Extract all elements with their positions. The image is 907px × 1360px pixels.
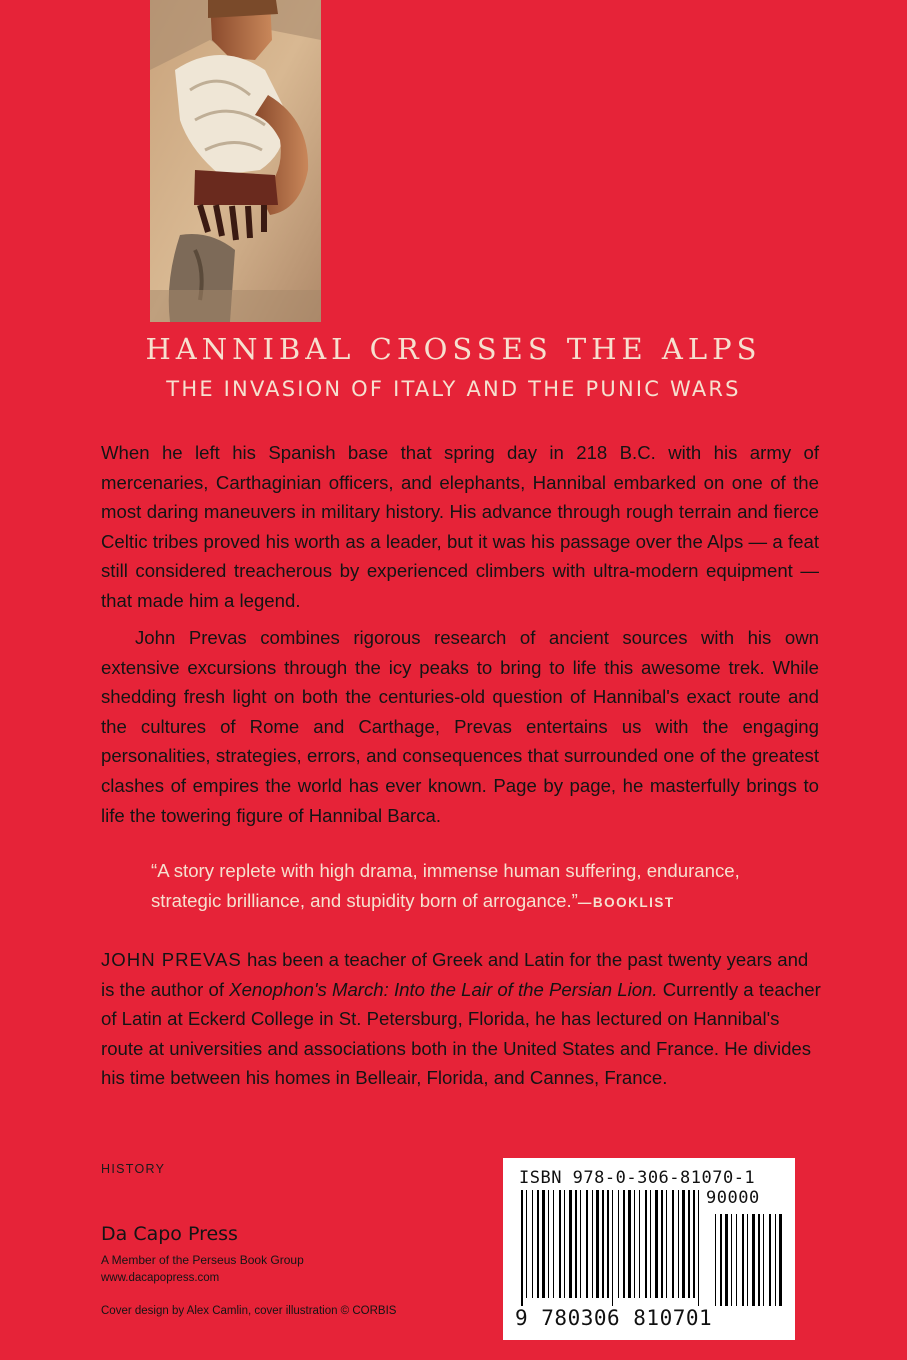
isbn-number: ISBN 978-0-306-81070-1 (519, 1168, 756, 1188)
category-label: HISTORY (101, 1162, 166, 1176)
publisher-name: Da Capo Press (101, 1223, 238, 1245)
publisher-website: www.dacapopress.com (101, 1272, 220, 1284)
author-name: JOHN PREVAS (101, 949, 242, 970)
description-paragraph-2: John Prevas combines rigorous research of ancient sources with his own extensive excursions through the icy peaks to bring to life this awesome trek. While shedding fresh light on both the centuries-old question of Hannibal's exact route and the cultures of Rome and Carthage, Prevas entertains us with the engaging personalities, strategies, errors, and consequences that surrounded one of the greatest clashes of empires the world has ever known. Page by page, he masterfully brings to life the towering figure of Hannibal Barca. (101, 627, 819, 826)
review-quote (151, 856, 811, 917)
price-addon-code: 90000 (706, 1188, 760, 1208)
description-paragraph-1: When he left his Spanish base that spring day in 218 B.C. with his army of mercenaries, Carthaginian officers, and elephants, Hannibal embarked on one of the most daring maneuvers in military history. His advance through rough terrain and fierce Celtic tribes proved his worth as a leader, but it was his passage over the Alps — a feat still considered treacherous by experienced climbers with ultra-modern equipment — that made him a legend. (101, 442, 819, 611)
bio-text-after: Currently a teacher of Latin at Eckerd College in St. Petersburg, Florida, he has lectured on Hannibal's route at universities and associations both in the United States and France. He divides his time between his homes in Belleair, Florida, and Cannes, France. (101, 978, 821, 1089)
cover-credits: Cover design by Alex Camlin, cover illustration © CORBIS (101, 1305, 397, 1317)
previous-book-title: Xenophon's March: Into the Lair of the Persian Lion. (229, 978, 658, 1000)
author-bio (101, 945, 821, 1093)
hannibal-painting-icon (150, 0, 321, 322)
book-title: HANNIBAL CROSSES THE ALPS (145, 332, 762, 366)
barcode-icon (515, 1190, 787, 1308)
barcode-panel (503, 1158, 795, 1340)
publisher-member: A Member of the Perseus Book Group (101, 1253, 304, 1267)
cover-illustration (150, 0, 321, 322)
book-subtitle: THE INVASION OF ITALY AND THE PUNIC WARS (166, 377, 741, 401)
ean-number: 9 780306 810701 (515, 1306, 713, 1330)
quote-text: “A story replete with high drama, immense human suffering, endurance, strategic brilliance, and stupidity born of arrogance.” (151, 860, 740, 911)
bio-text-before: has been a teacher of Greek and Latin for the past twenty years and is the author of (101, 949, 809, 1000)
quote-source: —BOOKLIST (577, 894, 675, 910)
